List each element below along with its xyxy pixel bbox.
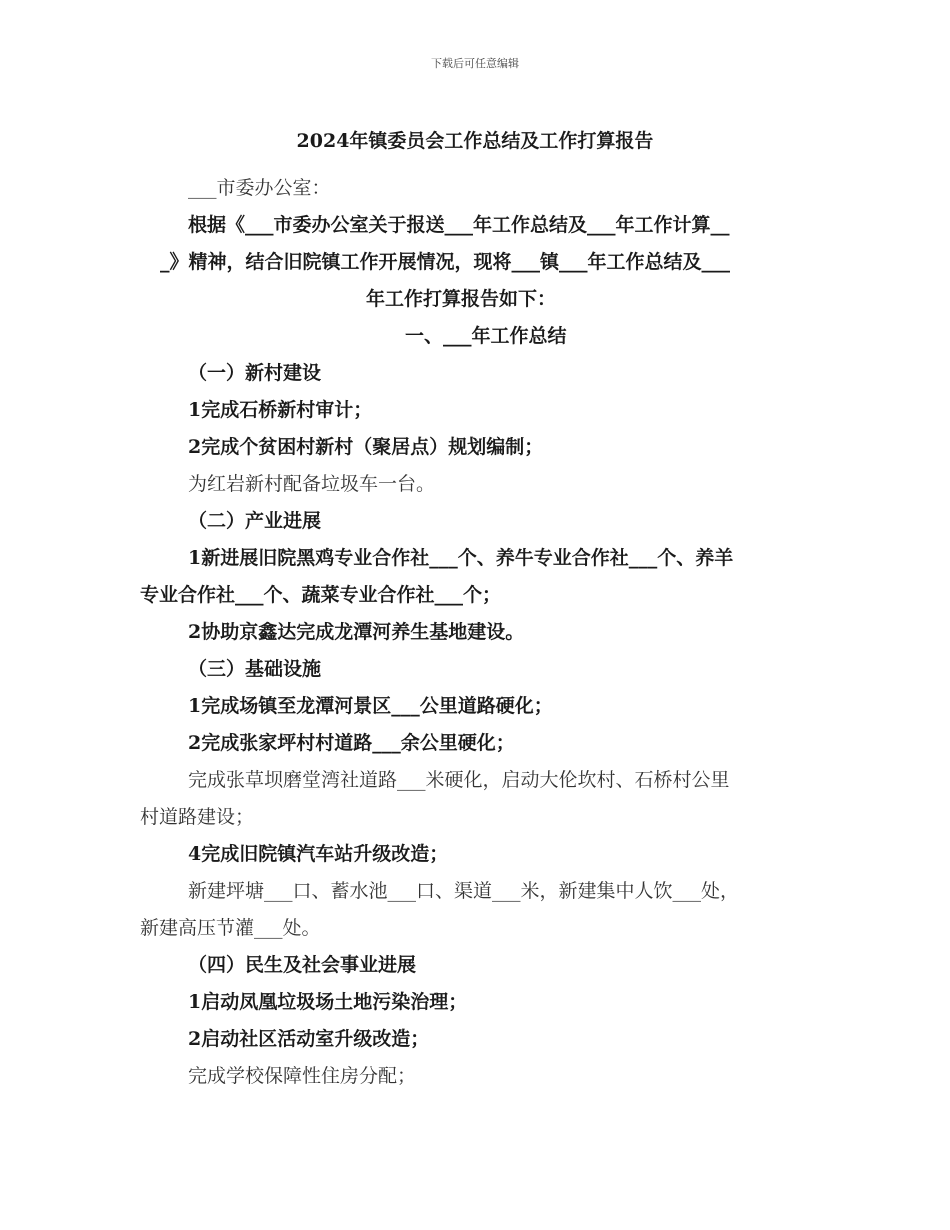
- item-text: 为红岩新村配备垃圾车一台。: [188, 473, 436, 495]
- item-text: 村道路建设；: [140, 806, 255, 828]
- intro-line-2: _》精神，结合旧院镇工作开展情况，现将___镇___年工作总结及___: [160, 251, 731, 273]
- addressee: ___市委办公室：: [188, 177, 331, 199]
- item-text: 1完成场镇至龙潭河景区___公里道路硬化；: [188, 695, 553, 717]
- item-text: 1启动凤凰垃圾场土地污染治理；: [188, 991, 468, 1013]
- subheading-3: （三）基础设施: [188, 658, 322, 680]
- subheading-4: （四）民生及社会事业进展: [188, 954, 417, 976]
- document-title: 2024年镇委员会工作总结及工作打算报告: [296, 130, 654, 152]
- item-text: 2完成张家坪村村道路___余公里硬化；: [188, 732, 515, 754]
- section-heading: 一、___年工作总结: [405, 325, 567, 347]
- intro-line-3: 年工作打算报告如下：: [366, 288, 557, 310]
- item-text: 新建坪塘___口、蓄水池___口、渠道___米，新建集中人饮___处，: [188, 880, 740, 902]
- subheading-1: （一）新村建设: [188, 362, 322, 384]
- page-header: 下载后可任意编辑: [431, 57, 519, 70]
- item-text: 完成学校保障性住房分配；: [188, 1065, 417, 1087]
- intro-line-1: 根据《___市委办公室关于报送___年工作总结及___年工作计算__: [188, 214, 730, 236]
- item-text: 4完成旧院镇汽车站升级改造；: [188, 843, 449, 865]
- item-text: 2启动社区活动室升级改造；: [188, 1028, 430, 1050]
- item-text: 1新进展旧院黑鸡专业合作社___个、养牛专业合作社___个、养羊: [188, 547, 734, 569]
- item-text: 完成张草坝磨堂湾社道路___米硬化，启动大伦坎村、石桥村公里: [188, 769, 730, 791]
- item-text: 专业合作社___个、蔬菜专业合作社___个；: [140, 584, 502, 606]
- item-text: 2完成个贫困村新村（聚居点）规划编制；: [188, 436, 544, 458]
- item-text: 2协助京鑫达完成龙潭河养生基地建设。: [188, 621, 525, 643]
- item-text: 1完成石桥新村审计；: [188, 399, 373, 421]
- item-text: 新建高压节灌___处。: [140, 917, 321, 939]
- subheading-2: （二）产业进展: [188, 510, 322, 532]
